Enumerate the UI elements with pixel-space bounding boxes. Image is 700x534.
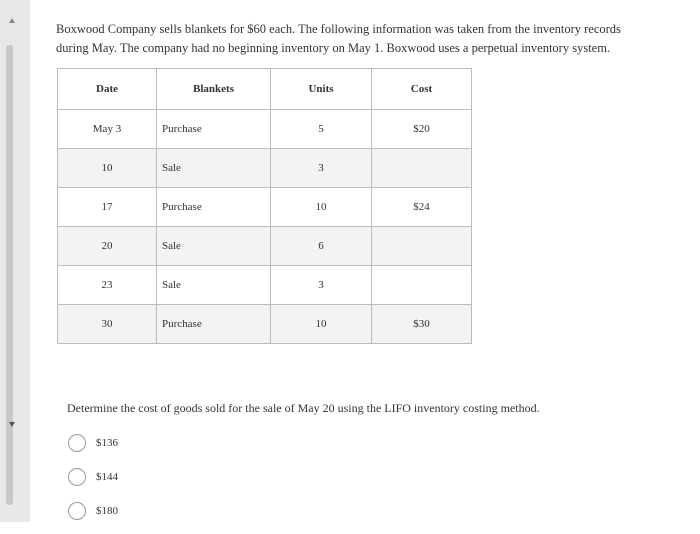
scroll-up-arrow-icon[interactable] (9, 18, 15, 23)
cell-date: 20 (58, 227, 157, 266)
scroll-down-arrow-icon[interactable] (9, 422, 15, 427)
cell-cost: $24 (372, 188, 472, 227)
header-units: Units (271, 69, 372, 110)
cell-blankets: Purchase (157, 110, 271, 149)
cell-units: 6 (271, 227, 372, 266)
cell-date: 23 (58, 266, 157, 305)
answer-label: $136 (96, 437, 118, 449)
table-header-row (58, 69, 472, 110)
cell-units: 10 (271, 188, 372, 227)
cell-date: 17 (58, 188, 157, 227)
cell-blankets: Sale (157, 266, 271, 305)
cell-cost (372, 149, 472, 188)
inventory-table (57, 68, 472, 344)
answer-option[interactable] (68, 500, 118, 522)
header-date: Date (58, 69, 157, 110)
table-row (58, 227, 472, 266)
table-row (58, 149, 472, 188)
cell-date: 30 (58, 305, 157, 344)
cell-cost: $30 (372, 305, 472, 344)
cell-blankets: Sale (157, 149, 271, 188)
answer-label: $144 (96, 471, 118, 483)
table-row (58, 305, 472, 344)
cell-units: 10 (271, 305, 372, 344)
problem-intro (56, 20, 656, 58)
cell-cost (372, 227, 472, 266)
header-blankets: Blankets (157, 69, 271, 110)
cell-cost: $20 (372, 110, 472, 149)
cell-units: 3 (271, 149, 372, 188)
cell-blankets: Purchase (157, 305, 271, 344)
scroll-thumb[interactable] (6, 45, 13, 505)
cell-blankets: Purchase (157, 188, 271, 227)
answer-label: $180 (96, 505, 118, 517)
radio-button[interactable] (68, 434, 86, 452)
cell-units: 3 (271, 266, 372, 305)
radio-button[interactable] (68, 468, 86, 486)
radio-button[interactable] (68, 502, 86, 520)
table-row (58, 188, 472, 227)
table-row (58, 266, 472, 305)
question-text: Determine the cost of goods sold for the sale of May 20 using the LIFO inventory costing method. (67, 401, 540, 415)
cell-date: 10 (58, 149, 157, 188)
answer-option[interactable] (68, 466, 118, 488)
intro-line-1: Boxwood Company sells blankets for $60 each. The following information was taken from the inventory records (56, 22, 621, 36)
header-cost: Cost (372, 69, 472, 110)
cell-cost (372, 266, 472, 305)
answer-options (68, 432, 118, 534)
cell-units: 5 (271, 110, 372, 149)
intro-line-2: during May. The company had no beginning inventory on May 1. Boxwood uses a perpetual inventory system. (56, 41, 611, 55)
cell-date: May 3 (58, 110, 157, 149)
cell-blankets: Sale (157, 227, 271, 266)
vertical-scrollbar[interactable] (0, 0, 30, 522)
answer-option[interactable] (68, 432, 118, 454)
table-row (58, 110, 472, 149)
